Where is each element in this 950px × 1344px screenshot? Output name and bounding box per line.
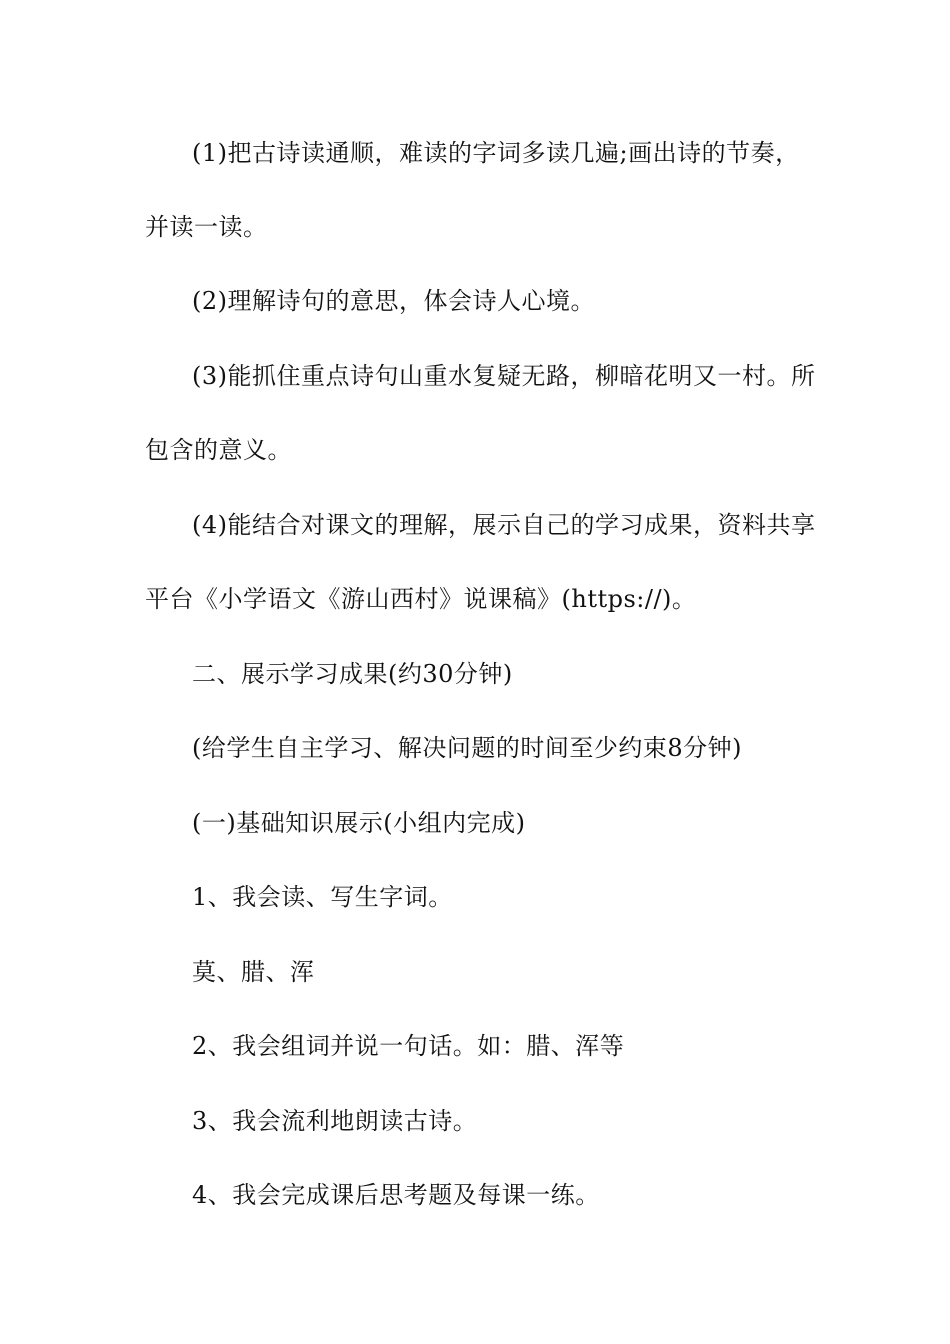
objective-3-line-1: (3)能抓住重点诗句山重水复疑无路，柳暗花明又一村。所 — [192, 362, 816, 390]
subsection-heading: (一)基础知识展示(小组内完成) — [192, 809, 526, 837]
task-4: 4、我会完成课后思考题及每课一练。 — [192, 1181, 600, 1209]
section-note: (给学生自主学习、解决问题的时间至少约束8分钟) — [192, 734, 742, 762]
task-1: 1、我会读、写生字词。 — [192, 883, 453, 911]
task-2: 2、我会组词并说一句话。如：腊、浑等 — [192, 1032, 625, 1060]
task-3: 3、我会流利地朗读古诗。 — [192, 1107, 478, 1135]
section-heading: 二、展示学习成果(约30分钟) — [192, 660, 513, 688]
objective-4-line-2: 平台《小学语文《游山西村》说课稿》(https://)。 — [145, 585, 697, 613]
objective-1-line-1: (1)把古诗读通顺，难读的字词多读几遍;画出诗的节奏， — [192, 139, 800, 167]
objective-4-line-1: (4)能结合对课文的理解，展示自己的学习成果，资料共享 — [192, 511, 816, 539]
objective-2: (2)理解诗句的意思，体会诗人心境。 — [192, 287, 595, 315]
objective-3-line-2: 包含的意义。 — [145, 436, 292, 464]
objective-1-line-2: 并读一读。 — [145, 213, 268, 241]
task-1-words: 莫、腊、浑 — [192, 958, 315, 986]
